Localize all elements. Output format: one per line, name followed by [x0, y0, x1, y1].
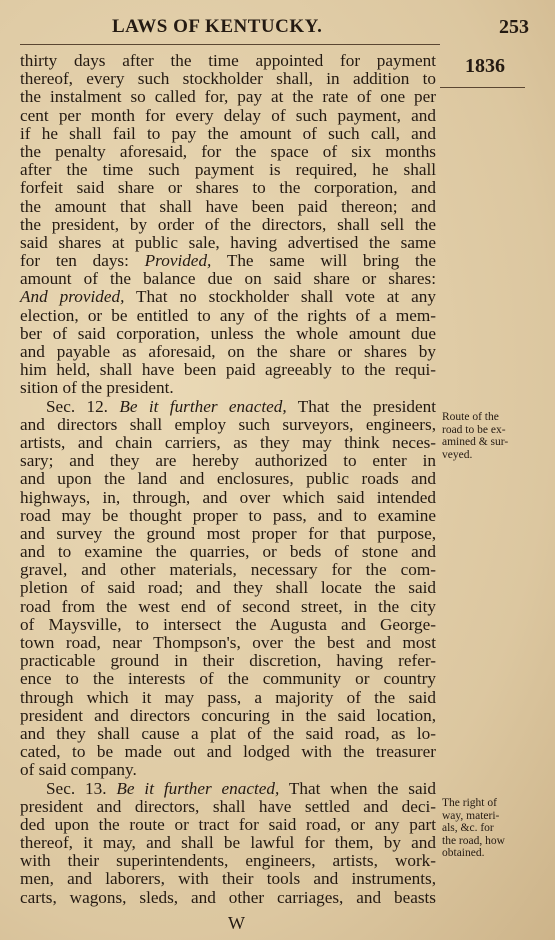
text-line: said shares at public sale, having advertised the same: [20, 232, 436, 252]
text-segment: That the president: [286, 396, 436, 416]
text-line: ber of said corporation, unless the whole amount due: [20, 323, 436, 343]
text-segment: That no stockholder shall vote at any: [124, 287, 436, 307]
text-line: road may be thought proper to pass, and to examine: [20, 505, 436, 525]
page-header: [0, 14, 555, 44]
signature-mark: W: [228, 913, 245, 933]
text-line: president and directors, shall have settled and deci-: [20, 796, 436, 816]
text-line: the amount that shall have been paid thereon; and: [20, 196, 436, 216]
text-line: highways, in, through, and over which said intended: [20, 487, 436, 507]
text-line: forfeit said share or shares to the corporation, and: [20, 178, 436, 198]
text-line: and payable as aforesaid, on the share or shares by: [20, 342, 436, 361]
body-text: [20, 52, 436, 907]
text-line: men, and laborers, with their tools and instruments,: [20, 869, 436, 889]
italic-phrase: Provided,: [144, 251, 212, 271]
text-line: town road, near Thompson's, over the best and most: [20, 633, 436, 652]
text-line: artists, and chain carriers, as they may think neces-: [20, 432, 436, 452]
text-line: sary; and they are hereby authorized to enter in: [20, 451, 436, 471]
text-line: of Maysville, to intersect the Augusta and George-: [20, 614, 436, 634]
text-segment: Sec. 12.: [46, 396, 120, 416]
text-line: [20, 252, 436, 270]
text-line: and directors shall employ such surveyors, engineers,: [20, 414, 436, 434]
text-line: sition of the president.: [20, 378, 174, 398]
margin-note-route: [442, 411, 542, 461]
text-line: him held, shall have been paid agreeably to the requi-: [20, 360, 436, 380]
text-line: president and directors concuring in the said location,: [20, 705, 436, 725]
text-line: if he shall fail to pay the amount of such call, and: [20, 123, 436, 143]
margin-note-line: the road, how: [442, 834, 505, 847]
text-line: [20, 288, 436, 306]
text-line: thirty days after the time appointed for payment: [20, 51, 436, 70]
text-line: cated, to be made out and lodged with the treasurer: [20, 742, 436, 762]
text-line: ded upon the route or tract for said road, or any part: [20, 814, 436, 834]
italic-phrase: Be it further enacted,: [119, 396, 287, 416]
margin-note-line: amined & sur-: [442, 436, 509, 448]
italic-phrase: And provided,: [20, 287, 125, 307]
margin-note-line: veyed.: [442, 448, 473, 461]
margin-note-line: obtained.: [442, 847, 485, 859]
text-line: [20, 398, 436, 416]
text-line: and upon the land and enclosures, public roads and: [20, 469, 436, 489]
text-line: gravel, and other materials, necessary for the com-: [20, 560, 436, 580]
text-line: thereof, every such stockholder shall, in addition to: [20, 69, 436, 89]
text-line: and survey the ground most proper for that purpose,: [20, 523, 436, 543]
year-rule: [440, 87, 525, 88]
text-line: pletion of said road; and they shall locate the said: [20, 578, 436, 598]
margin-note-line: Route of the: [442, 411, 499, 423]
text-line: after the time such payment is required, he shall: [20, 160, 436, 180]
margin-year: 1836: [465, 55, 505, 77]
text-line: carts, wagons, sleds, and other carriages, and beasts: [20, 887, 436, 907]
text-segment: The same will bring the: [211, 251, 436, 271]
margin-note-line: road to be ex-: [442, 423, 506, 436]
text-line: election, or be entitled to any of the rights of a mem-: [20, 305, 436, 325]
margin-note-line: The right of: [442, 797, 497, 809]
text-line: [20, 780, 436, 798]
running-title: LAWS OF KENTUCKY.: [112, 16, 323, 37]
text-line: road from the west end of second street, in the city: [20, 596, 436, 616]
text-line: of said company.: [20, 760, 137, 780]
text-line: the instalment so called for, pay at the rate of one per: [20, 87, 436, 107]
text-line: ence to the interests of the community or country: [20, 669, 436, 689]
text-segment: Sec. 13.: [46, 778, 117, 798]
text-segment: That when the said: [279, 778, 436, 798]
header-rule: [20, 44, 440, 45]
text-line: and they shall cause a plat of the said road, as lo-: [20, 723, 436, 743]
text-line: through which it may pass, a majority of the said: [20, 687, 436, 707]
text-line: amount of the balance due on said share or shares:: [20, 269, 436, 289]
text-line: the penalty aforesaid, for the space of six months: [20, 141, 436, 161]
text-line: and to examine the quarries, or beds of stone and: [20, 542, 436, 562]
margin-note-right-of-way: [442, 797, 542, 860]
text-line: the president, by order of the directors, shall sell the: [20, 214, 436, 234]
text-line: cent per month for every delay of such payment, and: [20, 105, 436, 125]
margin-note-line: way, materi-: [442, 809, 500, 822]
text-line: practicable ground in their discretion, having refer-: [20, 651, 436, 671]
page-number: 253: [499, 16, 529, 38]
margin-note-line: als, &c. for: [442, 822, 494, 834]
text-line: thereof, it may, and shall be lawful for them, by and: [20, 833, 436, 853]
text-segment: for ten days:: [20, 251, 145, 271]
text-line: with their superintendents, engineers, artists, work-: [20, 851, 436, 871]
italic-phrase: Be it further enacted,: [116, 778, 280, 798]
